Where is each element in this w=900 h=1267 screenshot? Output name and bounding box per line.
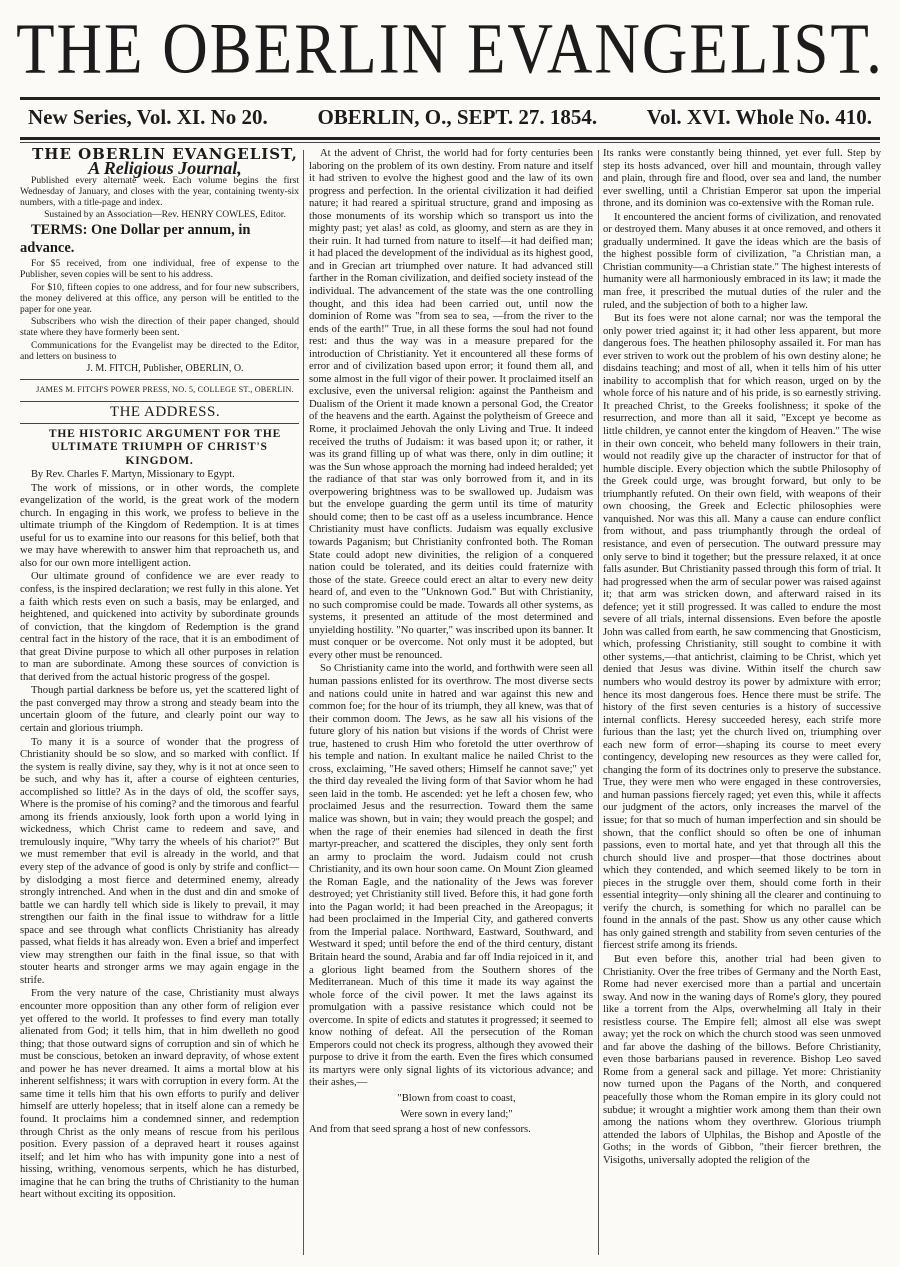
publisher-signature: J. M. FITCH, Publisher, OBERLIN, O. xyxy=(86,362,244,374)
verse-line: Were sown in every land;" xyxy=(400,1108,513,1120)
publisher-note: For $10, fifteen copies to one address, and for four new subscribers, the money delivered at this office, any person will be entitled to the paper for one year. xyxy=(20,281,299,315)
subscription-terms: TERMS: One Dollar per annum, in advance. xyxy=(20,222,251,257)
divider xyxy=(20,423,299,424)
article-paragraph: So Christianity came into the world, and forthwith were seen all human passions enlisted for its overthrow. The most diverse sects and nations could unite in hatred and war against this new and common foe; for the hour of its triumph, they all knew, was that of their common doom. The Jews, as he saw all his visions of the future glory of his nation but visions if the words of Christ were true, hastened to crush Him who foretold the utter overthrow of his temple and nation. In exultant malice he nailed Christ to the cross, exclaiming, "He saved others; Himself he cannot save;" yet the third day revealed the living form of that Savior whom he had seen laid in the tomb. He ascended: yet he left a chosen few, who proclaimed Jesus and the resurrection. Toward them the same malice was shown, but in vain; they would preach the gospel; and when the rage of their enemies had silenced in death the first martyr-preacher, and scattered the disciples, they only sent forth an army to proclaim the word. Judaism could not crush Christianity, and its own hour soon came. On Mount Zion gleamed the Roman Eagle, and the nationality of the Jews was forever destroyed; yet Christianity still lived. Before this, it had gone forth into the Pagan world; it had been preached in the Areopagus; it had been proclaimed in the Imperial City, and gathered converts from the Imperial palace. Northward, Eastward, Southward, and Westward it sped; until before the end of the third century, distant Britain heard the sound, Arabia and far off India rejoiced in it, and a glorious light beamed from the Southern shores of the Mediterranean. Much of this time it made its way against the whole force of the civil power. It met the laws against its promulgation with a passive resistance which could not be overcome. In spite of edicts and statutes it progressed; it seemed to know nothing of defeat. All the persecution of the Roman Emperors could not check its progress, although they avowed their purpose to drive it from the earth. Even the fires which consumed its martyrs were only signal lights of its victorious advance; and their ashes,— xyxy=(309,663,593,1089)
section-heading: THE ADDRESS. xyxy=(109,404,221,421)
newspaper-title: THE OBERLIN EVANGELIST. xyxy=(16,8,884,89)
article-byline xyxy=(20,469,299,482)
column-separator xyxy=(598,150,599,1255)
divider xyxy=(20,401,299,402)
article-paragraph: Our ultimate ground of confidence we are ever ready to confess, is the inspired declaration; we rest fully in this alone. Yet a faith which rests even on such a basis, may be enlarged, and heightened, and quickened into activity by subordinate grounds of conviction, that the kingdom of Redemption is the grand central fact in the history of the race, that it is an embodiment of that great Divine purpose to which all other purposes in relation to man are subordinate. Among these sources of conviction is that derived from the actual historic progress of the gospel. xyxy=(20,571,299,683)
article-paragraph: But even before this, another trial had been given to Christianity. Over the free tribes of Germany and the North East, Rome had never exercised more than a partial and uncertain sway. And now in the waning days of Rome's glory, they poured like a torrent from the Alps, overwhelming all Italy in their resistless course. The Empire fell; almost all else was swept away; yet the rock on which the church stood was seen unmoved and far above the dashing of the billows. Before Christianity, even those barbarians paused in reverence. Bishop Leo saved Rome from a general sack and pillage. Yet more: Christianity now turned upon the Pagans of the North, and conquered peacefully those whom the Roman empire in its glory could not subdue; it wrought a mightier work among them than their own among the nations whom they overthrew. Glorious triumph attended the labors of Ulphilas, the Bishop and Apostle of the Goths; in the words of Gibbon, "their fiercer brethren, the Visigoths, universally adopted the religion of the xyxy=(603,954,881,1166)
editor-line: Sustained by an Association—Rev. HENRY COWLES, Editor. xyxy=(44,209,286,221)
article-paragraph: Its ranks were constantly being thinned, yet ever full. Step by step its hosts advanced, over hill and mountain, through valley and plain, through fire and flood, over sea and land, the number ever swelling, until a Christian Emperor sat upon the imperial throne, and its dominion was co-extensive with the Roman rule. xyxy=(603,148,881,210)
masthead-rule-top xyxy=(20,97,880,100)
verse-line: "Blown from coast to coast, xyxy=(397,1093,516,1105)
publication-info: Published every alternate week. Each volume begins the first Wednesday of January, and closes with the year, containing twenty-six numbers, with a title-page and index. xyxy=(20,175,299,209)
publisher-title: THE OBERLIN EVANGELIST, xyxy=(32,148,298,163)
publisher-box xyxy=(20,148,299,397)
article-paragraph: From the very nature of the case, Christianity must always encounter more opposition than any other form of religion ever yet offered to the world. It professes to find every man totally alienated from God; it tells him, that in him dwelleth no good thing; that those outward signs of corruption and sin of which he must be conscious, betoken an inward depravity, of whose extent and power he has never dreamed. It aims a mortal blow at his inherent selfishness; it wars with corruption in every form. At the same time it tells him that his own efforts to purify and deliver himself are utterly hopeless; that in itself alone can a remedy be found. It proclaims him a condemned sinner, and redemption through Christ as the only means of rescue from his perilous position. Every passion of a depraved heart it rouses against itself; and let him who has with impunity gone into a nest of hissing, writhing, venomous serpents, which he has disturbed, imagine that he can bring the truths of Christianity to the human heart without exciting its opposition. xyxy=(20,988,299,1201)
article-paragraph: It encountered the ancient forms of civilization, and renovated or destroyed them. Many abuses it at once removed, and others it gradually undermined. It gave the ideas which are the basis of the highest possible form of civilization, "a Christian man, a Christian community—a Christian state." The highest interests of humanity were all harmoniously embraced in its law; it made the man free, it prescribed the mutual duties of the ruler and the ruled, and the subjection of both to a higher law. xyxy=(603,211,881,311)
place-date: OBERLIN, O., SEPT. 27. 1854. xyxy=(317,104,598,129)
dateline xyxy=(28,103,872,131)
masthead xyxy=(0,0,900,95)
press-line: JAMES M. FITCH'S POWER PRESS, NO. 5, COLLEGE ST., OBERLIN. xyxy=(36,385,294,395)
volume-whole-number: Vol. XVI. Whole No. 410. xyxy=(646,104,872,129)
masthead-rule-bottom-thin xyxy=(20,142,880,143)
publisher-note: Communications for the Evangelist may be directed to the Editor, and letters on business to xyxy=(20,339,299,362)
column-3 xyxy=(603,148,881,1258)
article-paragraph: Though partial darkness be before us, yet the scattered light of the past converged may throw a strong and steady beam into the uncertain gloom of the future, and clearly point our way to certain and glorious triumph. xyxy=(20,685,299,734)
masthead-rule-bottom xyxy=(20,137,880,140)
verse-quote xyxy=(309,1093,593,1121)
column-separator xyxy=(303,150,304,1255)
publisher-subtitle: A Religious Journal, xyxy=(88,157,242,178)
byline-text: By Rev. Charles F. Martyn, Missionary to Egypt. xyxy=(31,469,235,481)
series-info: New Series, Vol. XI. No 20. xyxy=(28,104,268,129)
article-paragraph: The work of missions, or in other words, the complete evangelization of the world, is the great work of the modern church. In engaging in this work, we profess to believe in the ultimate triumph of the Kingdom of Redemption. It is at times useful for us to examine into our reasons for this belief, both that we may have wherewith to answer him that reproacheth us, and also for our own more intelligent action. xyxy=(20,482,299,569)
article-paragraph: To many it is a source of wonder that the progress of Christianity should be so slow, and so marked with conflict. If the system is really divine, say they, why is it not at once seen to be such, and why has it, after a course of eighteen centuries, accomplished so little? As in the days of old, the scoffer says, Where is the promise of his coming? and the timorous and fearful among its friends anxiously, look forth upon a world lying in wickedness, which Christ came to redeem and save, and tremulously inquire, "Why tarry the wheels of his chariot?" But we must remember that evil is already in the world, and that every step of the advance of good is only by strife and conflict—by dislodging a most fierce and determined enemy, already strongly intrenched. And when in the dust and din and smoke of battle we can hardly tell which side is likely to prevail, it may strengthen our faith in the final issue to withdraw for a little space and see through what conflicts Christianity has already passed, what fields it has already won. Even a brief and imperfect view may strengthen our faith in the final issue, so that with stouter hearts and stronger arms we may again engage in the strife. xyxy=(20,736,299,986)
column-1 xyxy=(20,148,299,1258)
article-paragraph: And from that seed sprang a host of new confessors. xyxy=(309,1124,531,1136)
article-paragraph: But its foes were not alone carnal; nor was the temporal the only power tried against it; it had other less apparent, but more dangerous foes. The heathen philosophy assailed it. For man has ever striven to work out the problem of his own destiny alone; he disdains teaching; and most of all, when it tells him of his utter inability to accomplish that for which reason, urged on by the whole force of his nature and of his pride, is so earnestly striving. It preached Christ, to the Greeks foolishness; it spoke of the resurrection, and more than all it said, "Except ye become as little children, ye cannot enter the kingdom of Heaven." The wise in their own conceit, who beheld many followers in their train, would not readily give up the character of instructor for that of humble disciple. Every objection which the subtle Philosophy of the Greek could urge, was brought forward, but only to be triumphantly refuted. On their own field, with weapons of their own choosing, the Greek and Eclectic philosophies were vanquished. Nor was this all. Many a cause can endure conflict from without, and pass triumphantly through the ordeal of resistance, and even of persecution. The outward pressure may only serve to bind it together; but the pressure relaxed, it at once falls asunder. But Christianity passed through this form of trial. It had progressed when the arm of secular power was raised against it; that arm was stricken down, and afterward raised in its defence; yet it still progressed. It was called to endure the most severe of all trials, internal dissensions. Even before the apostle John was called from earth, he saw commencing that Gnosticism, which, professing Christianity, still sought to combine it with other systems,—that antichrist, claiming to be Christ, which yet denied that Jesus was divine. Within itself the church saw numbers who would destroy its power by admixture with error; hence its most dangerous foes. Hence there must be strife. The history of the first seven centuries is a history of successive internal conflicts. Heresy succeeded heresy, each strife more furious than the last; yet the church lived on, triumphing over each new form of error—shaping its course to meet every contingency, developing new resources as they were called for, changing the form of its doctrines only to preserve the substance. True, they were men who were engaged in these controversies, and human passions fiercely raged; yet even this, while it affects our judgment of the actors, only increases the marvel of the issue; for that so much of human imperfection and sin should be shown, that the conflict should so often be one of inhuman passions, even to mortal hate, and yet that through all this the church should live and prosper—that those doctrines about which they contended, and which seemed likely to be torn in pieces in the struggle over them, should come forth in their essential integrity—only shining all the clearer and continuing to verify the church, is something for which no parallel can be found in the annals of the past. Show us any other cause which has only gained strength and stability from seven centuries of the fiercest strife among its friends. xyxy=(603,313,881,952)
article-headline: THE HISTORIC ARGUMENT FOR THE ULTIMATE TRIUMPH OF CHRIST'S KINGDOM. xyxy=(48,427,282,467)
divider xyxy=(20,379,299,380)
publisher-note: For $5 received, from one individual, free of expense to the Publisher, seven copies will be sent to his address. xyxy=(20,258,299,281)
column-2 xyxy=(309,148,593,1258)
article-paragraph: At the advent of Christ, the world had for forty centuries been laboring on the problem of its own destiny. From nature and itself it had striven to evolve the highest good and the law of its own progress and perfection. In the oriental civilization it had deified nature; it had reared a spiritual structure, grand and imposing as those monuments of its worship which so transport us into the mighty past; yet alas! as cold, as gloomy, and stern as are they in their ruin. It had turned from nature to itself—it had deified man; it had placed the development of the individual as its highest good, and in Grecian art triumphed over nature. It had advanced still farther in the Roman civilization, and deified society instead of the individual. The advancement of the state was the one controlling thought, and this idea had been carried out, until now the dominion of Rome was "from sea to sea, —from the river to the ends of the earth!" True, in all these forms the soul had not found rest: and thus the way was in a measure prepared for the introduction of Christianity. Yet it encountered all these forms of error and of civilization based upon error; it found them all, and some almost in the full vigor of their power. It proclaimed itself an exclusive, even the universal religion: against the Pantheism and Dualism of the Orient it made known a personal God, the Creator of the heavens and the earth. Against the polytheism of Greece and Rome, it proclaimed Jehovah the only Living and True. It indeed received the truths of Judaism: it was based upon it; or rather, it was its grand filling up of what was there, only in dim outline; it was the Sun whose approach the morning had indeed heralded; yet the radiance of that star was only borrowed from it, and in its overpowering brightness was to be swallowed up. Judaism was but the envelope guarding the germ until its time of maturity should come; then to be cast off as a useless incumbrance. Hence Christianity must have conflicts. Judaism was equally exclusive towards Paganism; but Christianity confronted both. The Roman State could adopt new divinities, the religion of a conquered nation could be tolerated, and its deities could fraternize with those of the state. Greece could erect an altar to every new deity heard of, and even to the "Unknown God." But with Christianity, no such compromise could be made. Towards all other systems, as systems, it presented an attitude of the most determined and unyielding hostility. "No quarter," was inscribed upon its banner. It must conquer or be overcome. Not only must it be adopted, but every other must be renounced. xyxy=(309,148,593,661)
publisher-note: Subscribers who wish the direction of their paper changed, should state where they have formerly been sent. xyxy=(20,316,299,339)
